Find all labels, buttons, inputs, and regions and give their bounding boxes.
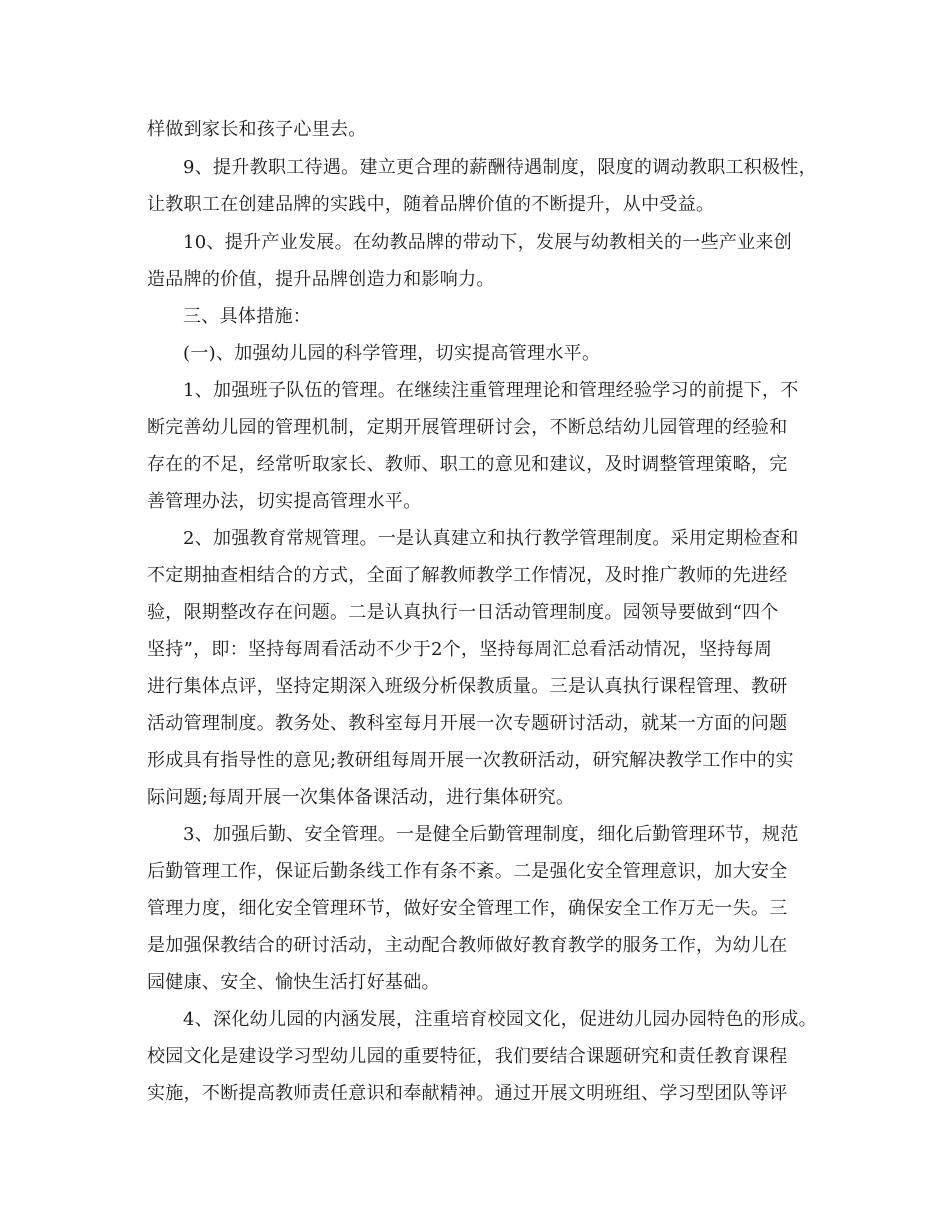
text-line: 3、加强后勤、安全管理。一是健全后勤管理制度，细化后勤管理环节，规范	[183, 824, 799, 845]
text-line: 是加强保教结合的研讨活动，主动配合教师做好教育教学的服务工作，为幼儿在	[147, 935, 788, 956]
text-line: 管理力度，细化安全管理环节，做好安全管理工作，确保安全工作万无一失。三	[147, 898, 788, 919]
text-line: 不定期抽查相结合的方式，全面了解教师教学工作情况，及时推广教师的先进经	[147, 565, 788, 586]
text-line: 际问题;每周开展一次集体备课活动，进行集体研究。	[147, 787, 575, 808]
text-line: 校园文化是建设学习型幼儿园的重要特征，我们要结合课题研究和责任教育课程	[147, 1046, 788, 1067]
text-line: 实施，不断提高教师责任意识和奉献精神。通过开展文明班组、学习型团队等评	[147, 1083, 788, 1104]
text-line: 活动管理制度。教务处、教科室每月开展一次专题研讨活动，就某一方面的问题	[147, 713, 788, 734]
subsection-heading: (一)、加强幼儿园的科学管理，切实提高管理水平。	[183, 343, 601, 364]
text-line: 造品牌的价值，提升品牌创造力和影响力。	[147, 269, 495, 290]
text-line: 形成具有指导性的意见;教研组每周开展一次教研活动，研究解决教学工作中的实	[147, 750, 794, 771]
text-line: 园健康、安全、愉快生活打好基础。	[147, 972, 440, 993]
text-line: 样做到家长和孩子心里去。	[147, 119, 367, 140]
text-line: 善管理办法，切实提高管理水平。	[147, 491, 422, 512]
text-line: 让教职工在创建品牌的实践中，随着品牌价值的不断提升，从中受益。	[147, 194, 715, 215]
text-line: 断完善幼儿园的管理机制，定期开展管理研讨会，不断总结幼儿园管理的经验和	[147, 417, 788, 438]
text-line: 1、加强班子队伍的管理。在继续注重管理理论和管理经验学习的前提下，不	[183, 380, 799, 401]
text-line: 4、深化幼儿园的内涵发展，注重培育校园文化，促进幼儿园办园特色的形成。	[183, 1009, 817, 1030]
text-line: 后勤管理工作，保证后勤条线工作有条不紊。二是强化安全管理意识，加大安全	[147, 861, 788, 882]
section-heading: 三、具体措施：	[183, 306, 312, 327]
text-line: 进行集体点评，坚持定期深入班级分析保教质量。三是认真执行课程管理、教研	[147, 676, 788, 697]
text-line: 坚持”，即：坚持每周看活动不少于2个，坚持每周汇总看活动情况，坚持每周	[147, 639, 773, 660]
text-line: 验，限期整改存在问题。二是认真执行一日活动管理制度。园领导要做到“四个	[147, 602, 779, 623]
text-line: 存在的不足，经常听取家长、教师、职工的意见和建议，及时调整管理策略，完	[147, 454, 788, 475]
text-line: 10、提升产业发展。在幼教品牌的带动下，发展与幼教相关的一些产业来创	[183, 232, 793, 253]
text-line: 9、提升教职工待遇。建立更合理的薪酬待遇制度，限度的调动教职工积极性，	[183, 157, 817, 178]
text-line: 2、加强教育常规管理。一是认真建立和执行教学管理制度。采用定期检查和	[183, 528, 799, 549]
